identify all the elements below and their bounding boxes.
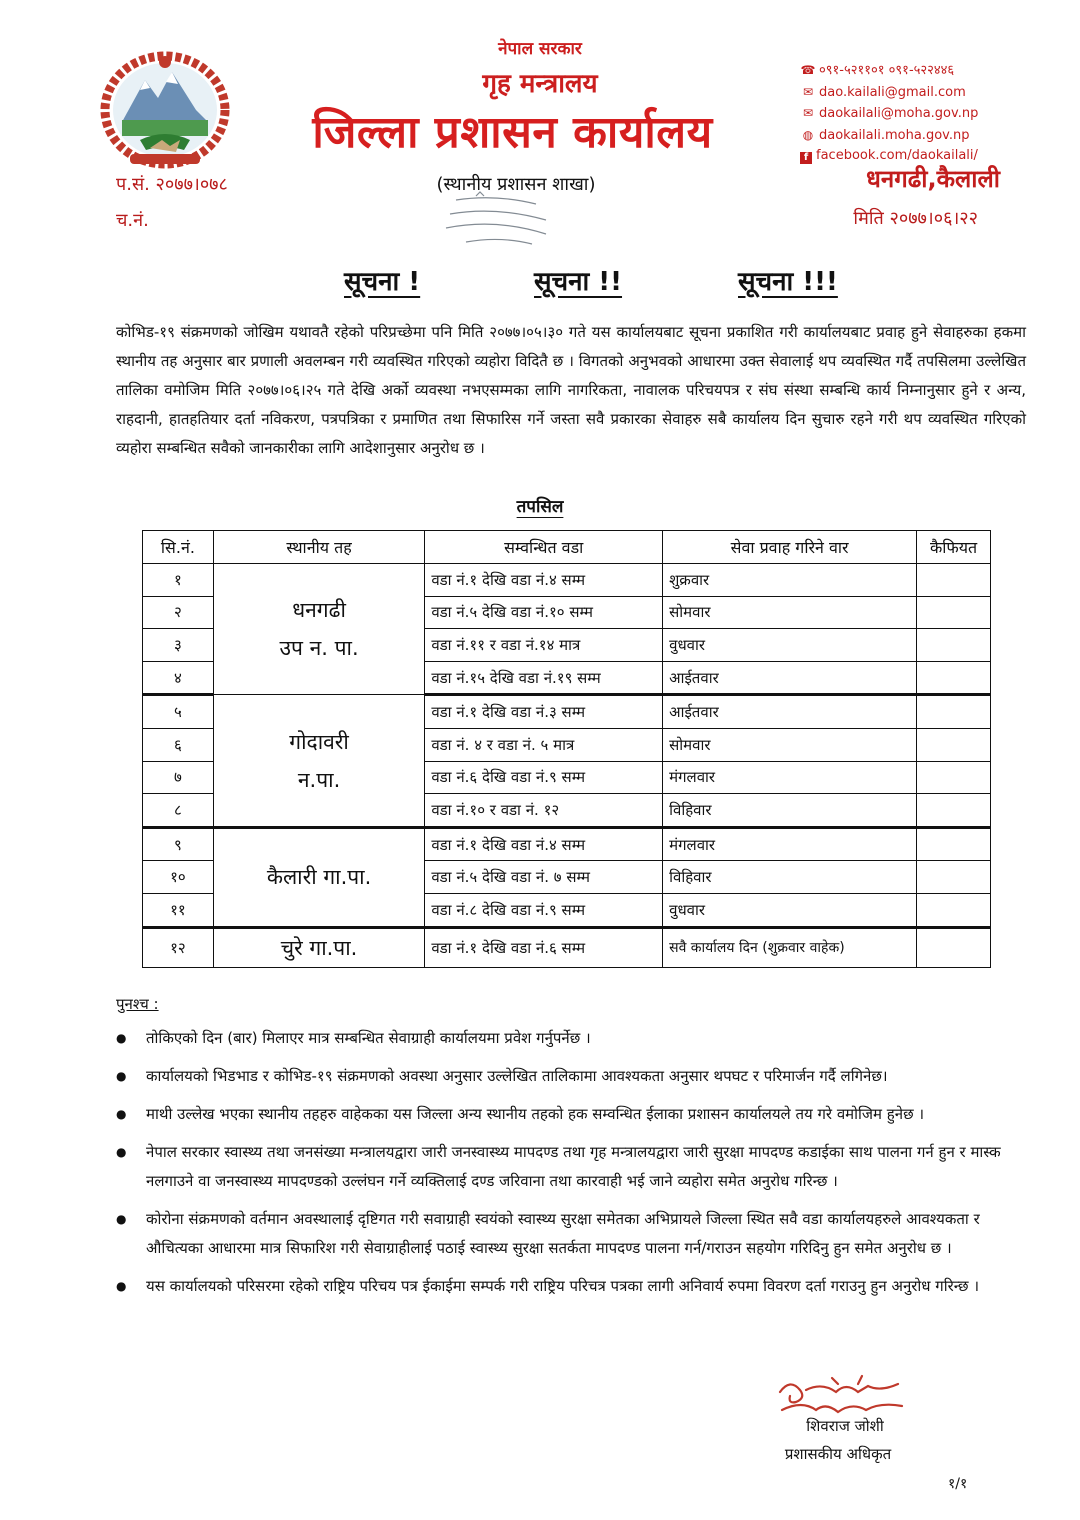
remarks-cell (917, 794, 991, 828)
local-level-cell (213, 695, 424, 827)
service-day: शुक्रवार (663, 564, 917, 597)
email-2[interactable]: daokailali@moha.gov.np (819, 106, 979, 121)
remarks-cell (917, 827, 991, 861)
office-stamp-icon (436, 190, 556, 254)
website-line[interactable] (800, 125, 1060, 147)
table-row (143, 695, 991, 729)
column-header-local-level: स्थानीय तह (213, 531, 424, 564)
ward-range: वडा नं.५ देखि वडा नं. ७ सम्म (425, 861, 663, 894)
service-day: मंगलवार (663, 827, 917, 861)
list-item: ● यस कार्यालयको परिसरमा रहेको राष्ट्रिय परिचय पत्र ईकाईमा सम्पर्क गरी राष्ट्रिय परिचत्र पत्रका लागी अनिवार्य रुपमा विवरण दर्ता गराउनु हुन अनुरोध गरिन्छ । (116, 1272, 1026, 1301)
postscript-list (116, 1024, 1026, 1310)
service-day: आईतवार (663, 695, 917, 729)
facebook-link[interactable]: facebook.com/daokailali/ (816, 148, 978, 163)
phone-icon: ☎ (800, 63, 816, 77)
branch-name: (स्थानीय प्रशासन शाखा) (436, 174, 596, 195)
email-line-1[interactable] (800, 82, 1060, 104)
service-day: वुधवार (663, 629, 917, 662)
notice-body: कोभिड-१९ संक्रमणको जोखिम यथावतै रहेको परिप्रच्छेमा पनि मिति २०७७।०५।३० गते यस कार्यालयबाट सूचना प्रकाशित गरी कार्यालयबाट प्रवाह हुने सेवाहरुका हकमा स्थानीय तह अनुसार बार प्रणाली अवलम्बन गरी व्यवस्थित गरिएको व्यहोरा विदितै छ । विगतको अनुभवको आधारमा उक्त सेवालाई थप व्यवस्थित गर्दै तपसिलमा उल्लेखित तालिका वमोजिम मिति २०७७।०६।२५ गते देखि अर्को व्यवस्था नभएसम्मका लागि नागरिकता, नावालक परिचयपत्र र संघ संस्था सम्बन्धि कार्य निम्नानुसार हुने र अन्य, राहदानी, हातहतियार दर्ता नविकरण, पत्रपत्रिका र प्रमाणित तथा सिफारिस गर्ने जस्ता सवै प्रकारका सेवाहरु सबै कार्यालय दिन सुचारु रहने गरी थप व्यवस्थित गरिएको व्यहोरा सम्बन्धित सवैको जानकारीका लागि आदेशानुसार अनुरोध छ । (116, 323, 1026, 457)
notice-heading-1: सूचना ! (344, 267, 421, 297)
service-day: मंगलवार (663, 761, 917, 794)
remarks-cell (917, 629, 991, 662)
phone-line (800, 60, 1060, 82)
list-item: ● तोकिएको दिन (बार) मिलाएर मात्र सम्बन्धित सेवाग्राही कार्यालयमा प्रवेश गर्नुपर्नेछ । (116, 1024, 1026, 1053)
service-day: सवै कार्यालय दिन (शुक्रवार वाहेक) (663, 927, 917, 967)
serial-number: ८ (143, 794, 214, 828)
ward-range: वडा नं.१ देखि वडा नं.६ सम्म (425, 927, 663, 967)
service-day: आईतवार (663, 661, 917, 695)
reference-number: प.सं. २०७७।०७८ (116, 174, 228, 195)
ward-range: वडा नं. ४ र वडा नं. ५ मात्र (425, 728, 663, 761)
column-header-ward: सम्वन्धित वडा (425, 531, 663, 564)
ministry-name: गृह मन्त्रालय (482, 69, 598, 99)
remarks-cell (917, 761, 991, 794)
remarks-cell (917, 661, 991, 695)
remarks-cell (917, 893, 991, 927)
column-header-sn: सि.नं. (143, 531, 214, 564)
signatory-designation: प्रशासकीय अधिकृत (784, 1445, 892, 1463)
serial-number: ३ (143, 629, 214, 662)
serial-number: ६ (143, 728, 214, 761)
ward-range: वडा नं.८ देखि वडा नं.९ सम्म (425, 893, 663, 927)
list-item: ● नेपाल सरकार स्वास्थ्य तथा जनसंख्या मन्त्रालयद्वारा जारी जनस्वास्थ्य मापदण्ड तथा गृह मन्त्रालयद्वारा जारी सुरक्षा मापदण्ड कडाईका साथ पालना गर्न हुन र मास्क नलगाउने वा जनस्वास्थ्य मापदण्डको उल्लंघन गर्ने व्यक्तिलाई दण्ड जरिवाना तथा कारवाही भई जाने व्यहोरा समेत अनुरोध गरिन्छ । (116, 1138, 1026, 1196)
contact-block (800, 60, 1060, 167)
local-level-name: चुरे गा.पा. (280, 935, 358, 960)
dispatch-number: च.नं. (116, 210, 149, 231)
local-level-name: गोदावरी (289, 729, 349, 754)
serial-number: १२ (143, 927, 214, 967)
office-location: धनगढी,कैलाली (866, 165, 1000, 193)
signatory-name: शिवराज जोशी (806, 1417, 884, 1435)
service-day: विहिवार (663, 794, 917, 828)
remarks-cell (917, 728, 991, 761)
serial-number: ७ (143, 761, 214, 794)
email-1[interactable]: dao.kailali@gmail.com (819, 84, 966, 100)
office-name: जिल्ला प्रशासन कार्यालय (312, 107, 713, 158)
local-level-name: कैलारी गा.पा. (266, 865, 372, 890)
serial-number: २ (143, 596, 214, 629)
table-row (143, 927, 991, 967)
facebook-icon: f (800, 152, 812, 164)
service-day: वुधवार (663, 893, 917, 927)
list-item: ● कोरोना संक्रमणको वर्तमान अवस्थालाई दृष्टिगत गरी सवाग्राही स्वयंको स्वास्थ्य सुरक्षा समेतका अभिप्रायले जिल्ला स्थित सवै वडा कार्यालयहरुले आवश्यकता र औचित्यका आधारमा मात्र सिफारिश गरी सेवाग्राहीलाई पठाई स्वास्थ्य सुरक्षा सतर्कता मापदण्ड पालना गर्न/गराउन सहयोग गरिदिनु हुन समेत अनुरोध छ । (116, 1205, 1026, 1263)
ward-range: वडा नं.१० र वडा नं. १२ (425, 794, 663, 828)
remarks-cell (917, 861, 991, 894)
globe-icon: ◍ (802, 127, 814, 142)
table-row (143, 827, 991, 861)
serial-number: ४ (143, 661, 214, 695)
serial-number: ११ (143, 893, 214, 927)
local-level-name: धनगढी (292, 598, 346, 623)
envelope-icon: ✉ (802, 106, 814, 120)
ward-range: वडा नं.१५ देखि वडा नं.१९ सम्म (425, 661, 663, 695)
postscript-label: पुनश्च : (116, 995, 159, 1013)
ward-range: वडा नं.१ देखि वडा नं.४ सम्म (425, 827, 663, 861)
ward-range: वडा नं.१ देखि वडा नं.४ सम्म (425, 564, 663, 597)
phone-numbers: ०९१-५२११०१ ०९१-५२२४४६ (819, 63, 955, 78)
serial-number: ५ (143, 695, 214, 729)
table-header-row (143, 531, 991, 564)
remarks-cell (917, 564, 991, 597)
local-level-type: न.पा. (297, 767, 341, 792)
list-item: ● माथी उल्लेख भएका स्थानीय तहहरु वाहेकका यस जिल्ला अन्य स्थानीय तहको हक सम्वन्धित ईलाका प्रशासन कार्यालयले तय गरे वमोजिम हुनेछ । (116, 1100, 1026, 1129)
ward-range: वडा नं.११ र वडा नं.१४ मात्र (425, 629, 663, 662)
service-day: सोमवार (663, 728, 917, 761)
serial-number: १० (143, 861, 214, 894)
envelope-icon: ✉ (802, 84, 814, 99)
letter-date: मिति २०७७।०६।२२ (853, 208, 978, 229)
government-name: नेपाल सरकार (498, 39, 582, 59)
page-number: १/१ (948, 1476, 968, 1492)
local-level-type: उप न. पा. (279, 636, 359, 661)
remarks-cell (917, 596, 991, 629)
list-item: ● कार्यालयको भिडभाड र कोभिड-१९ संक्रमणको अवस्था अनुसार उल्लेखित तालिकामा आवश्यकता अनुसार थपघट र परिमार्जन गर्दै लगिनेछ। (116, 1062, 1026, 1091)
local-level-cell (213, 827, 424, 927)
notice-heading-3: सूचना !!! (738, 267, 838, 297)
schedule-title: तपसिल (516, 497, 564, 517)
serial-number: ९ (143, 827, 214, 861)
table-row (143, 564, 991, 597)
website[interactable]: daokailali.moha.gov.np (819, 127, 970, 143)
local-level-cell (213, 927, 424, 967)
service-day: विहिवार (663, 861, 917, 894)
notice-heading-2: सूचना !! (534, 267, 623, 297)
email-line-2[interactable] (800, 103, 1060, 125)
serial-number: १ (143, 564, 214, 597)
ward-range: वडा नं.१ देखि वडा नं.३ सम्म (425, 695, 663, 729)
remarks-cell (917, 927, 991, 967)
column-header-service-day: सेवा प्रवाह गरिने वार (663, 531, 917, 564)
schedule-table (142, 530, 991, 968)
local-level-cell (213, 564, 424, 695)
service-day: सोमवार (663, 596, 917, 629)
column-header-remarks: कैफियत (917, 531, 991, 564)
ward-range: वडा नं.६ देखि वडा नं.९ सम्म (425, 761, 663, 794)
remarks-cell (917, 695, 991, 729)
ward-range: वडा नं.५ देखि वडा नं.१० सम्म (425, 596, 663, 629)
